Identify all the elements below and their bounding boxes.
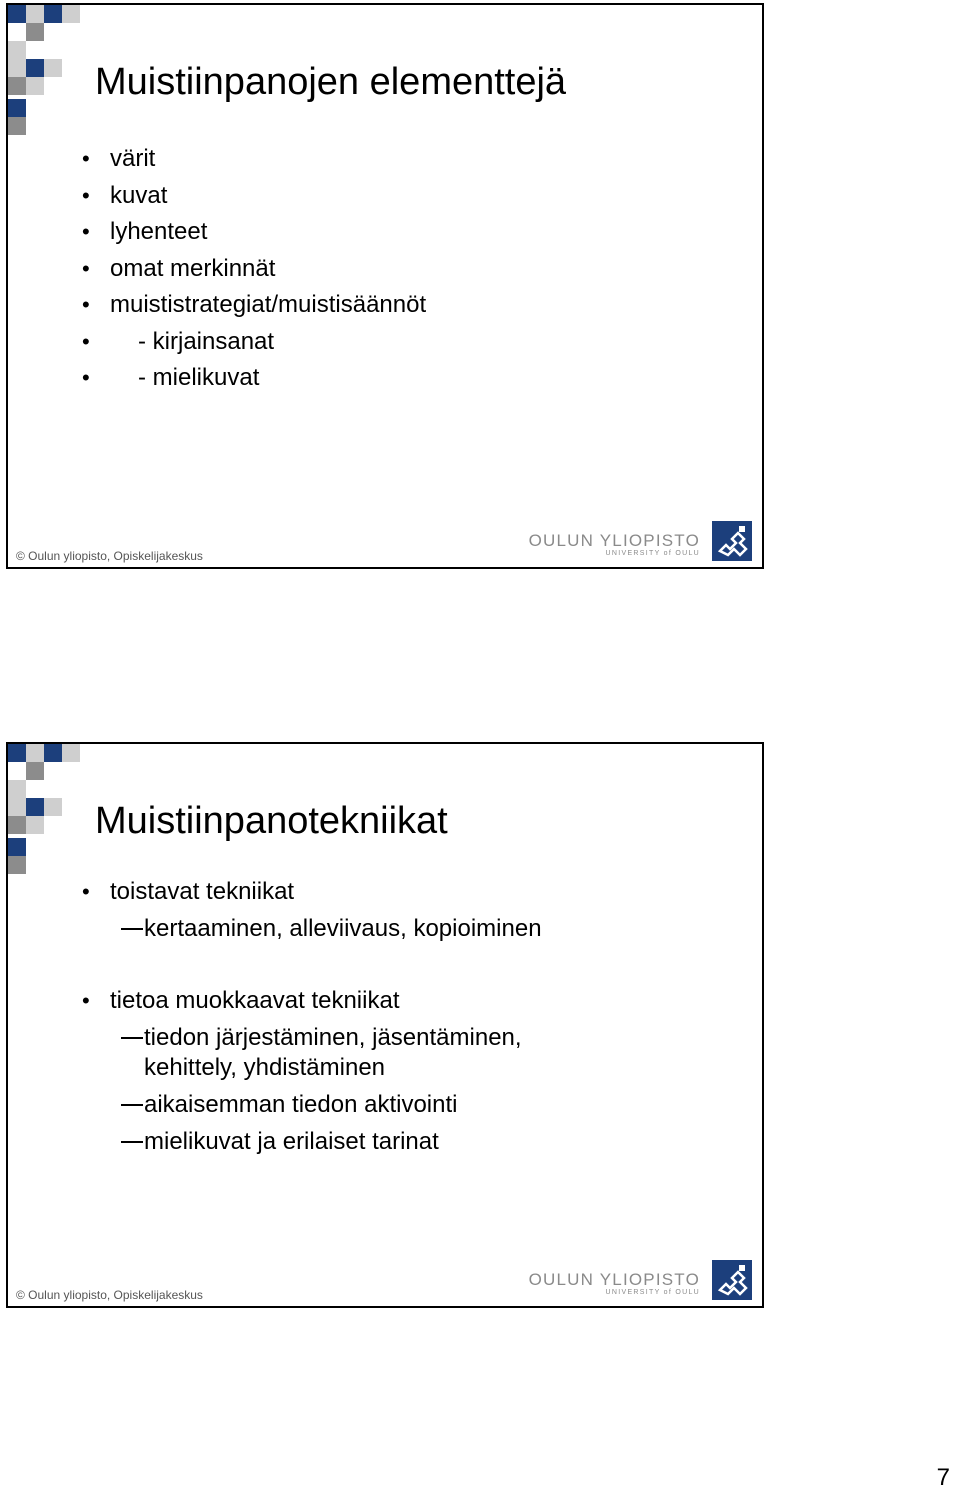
list-item: muististrategiat/muistisäännöt xyxy=(110,291,427,318)
dash-icon xyxy=(121,1141,143,1143)
list-item: - kirjainsanat xyxy=(138,328,275,355)
logo-sub-text: UNIVERSITY of OULU xyxy=(605,550,700,557)
sub-list-item: kertaaminen, alleviivaus, kopioiminen xyxy=(144,915,542,942)
sub-list-item: mielikuvat ja erilaiset tarinat xyxy=(144,1128,439,1155)
slide-2 xyxy=(6,742,764,1308)
slide-title: Muistiinpanojen elementtejä xyxy=(95,61,567,103)
bullet-icon: • xyxy=(82,879,90,904)
decorative-squares xyxy=(8,744,90,884)
slide-title: Muistiinpanotekniikat xyxy=(95,800,448,842)
bullet-icon: • xyxy=(82,256,90,281)
university-logo-icon xyxy=(712,521,752,561)
bullet-icon: • xyxy=(82,329,90,354)
footer-copyright: © Oulun yliopisto, Opiskelijakeskus xyxy=(16,1288,203,1302)
sub-list-item: aikaisemman tiedon aktivointi xyxy=(144,1091,458,1118)
university-logo-text xyxy=(529,1270,700,1296)
page-number: 7 xyxy=(936,1464,950,1491)
list-item: lyhenteet xyxy=(110,218,208,245)
footer-copyright: © Oulun yliopisto, Opiskelijakeskus xyxy=(16,549,203,563)
logo-main-text: OULUN YLIOPISTO xyxy=(528,1270,700,1289)
dash-icon xyxy=(121,1037,143,1039)
decorative-squares xyxy=(8,5,90,145)
list-item: tietoa muokkaavat tekniikat xyxy=(110,987,400,1014)
university-logo-icon xyxy=(712,1260,752,1300)
slide-1 xyxy=(6,3,764,569)
list-item: toistavat tekniikat xyxy=(110,878,295,905)
logo-main-text: OULUN YLIOPISTO xyxy=(528,531,700,550)
logo-sub-text: UNIVERSITY of OULU xyxy=(605,1289,700,1296)
sub-list-item-continuation: kehittely, yhdistäminen xyxy=(144,1054,386,1081)
bullet-icon: • xyxy=(82,988,90,1013)
bullet-icon: • xyxy=(82,183,90,208)
list-item: omat merkinnät xyxy=(110,255,276,282)
university-logo-text xyxy=(529,531,700,557)
bullet-icon: • xyxy=(82,146,90,171)
list-item: värit xyxy=(110,145,156,172)
bullet-icon: • xyxy=(82,219,90,244)
list-item: kuvat xyxy=(110,182,168,209)
dash-icon xyxy=(121,1104,143,1106)
bullet-icon: • xyxy=(82,292,90,317)
sub-list-item: tiedon järjestäminen, jäsentäminen, xyxy=(144,1024,522,1051)
list-item: - mielikuvat xyxy=(138,364,260,391)
bullet-icon: • xyxy=(82,365,90,390)
dash-icon xyxy=(121,928,143,930)
